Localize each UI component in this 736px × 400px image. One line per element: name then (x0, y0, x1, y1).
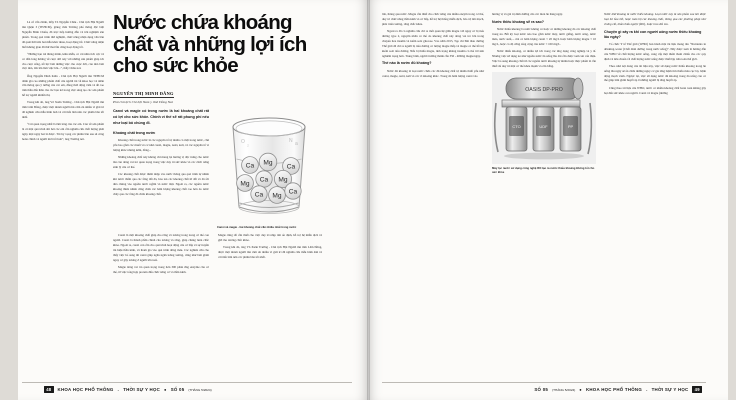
footer-rule-right (382, 382, 706, 383)
paragraph: Nước thiếu khoáng là nước không có hoặc có những khoáng đó các khoáng chất trong nó. Bất kỳ loại nước nào bao gồm nước máy, nước giếng, nước sông, nước mưa, nước suối,... mà có hàm lượng canxi < 20 mg/L hoặc hàm lượng magie < 10 mg/L, hoặc có độ cứng tổng cộng của nước < 100 mg/L. (492, 27, 596, 46)
paragraph: Khoáng chất trong nước là các nguyên tố tự nhiên có mặt trong nước, chủ yếu bao gồm các muối vô cơ như canxi, magie, natri, kali, và các nguyên tố vi lượng khác nhưng kẽm, đồng... (113, 138, 209, 153)
publication-section: THỜI SỰ Y HỌC (123, 387, 161, 393)
svg-text:O: O (241, 139, 245, 146)
section-heading-enough-minerals: Thế nào là nước đủ khoáng? (382, 61, 432, 66)
article-main (113, 12, 323, 364)
bubble-label: Ca (254, 191, 264, 199)
water-filter-illustration (492, 72, 596, 164)
page-number-left: 48 (44, 386, 54, 393)
paragraph: Ông Nguyễn Đình Kiên - Chủ tịch Hội Người mù TP.HCM đánh giá cao những phẩm chất của người trẻ về khoa học và nhân văn thông qua ý tưởng của các em, đồng thời động viên và đề cao tinh thần dấn thân của các bạn trẻ trong việc sáng tạo các sản phẩm hỗ trợ người khiếm thị. (22, 73, 104, 98)
footer-dot-r: ● (579, 387, 582, 393)
paragraph: Magie cũng rất cần thiết cho việc duy trì nhịp tim ổn định, hỗ trợ hệ miễn dịch và giữ cho xương chắc khỏe. (218, 233, 322, 243)
footer-dash-r: - (646, 387, 648, 393)
paragraph: Theo như nội dung của tài liệu này, việc sử dụng nước thiếu khoáng trong ăn uống lâu ngày sẽ ẩn chứa những nguy cơ gia tăng bệnh tim thiếu máu cục bộ, bệnh động mạch vành. Ngược lại, việc sử dụng nước đủ khoáng trong ăn uống còn có thể giúp làm giảm huyết áp ở những người bị tăng huyết áp. (604, 63, 706, 83)
paragraph: “Những bạn trẻ thông minh, kiên nhẫn, có cái nhìn tích cực và có tấm lòng hướng về cuộc đời này với những sản phẩm giúp ích cho cuộc sống, nỗ lực làm những việc cho cuộc đời, còn nhỏ làm việc nhỏ, lớn lên làm việc lớn...”, thầy Châu nói. (22, 51, 104, 71)
paragraph: Các khoáng chất được thêm nhập vào nước thông qua quá trình tự nhiên khi nước thấm qua các tầng đất đá, hòa tan các khoáng chất từ đất và đá rồi đưa chúng vào nguồn nước ngầm và nước mặt. Ngoài ra, các nguồn nước khoáng thiên nhiên cũng chứa các hàm lượng khoáng chất cao hơn do nước chảy qua các tầng đá chứa khoáng chất. (113, 172, 209, 196)
paragraph: Nước khử khoáng là nước thiếu khoáng. Loại nước này là sản phẩm sau khi được loại bỏ hầu hết, hoặc toàn bộ các khoáng chất, thông qua các phương pháp như chưng cất, thẩm thấu ngược (RO), hoặc trao đổi ion. (604, 12, 706, 26)
body-column-2 (113, 233, 209, 277)
svg-text:PP: PP (567, 123, 574, 129)
paragraph: hương vị và giá trị dinh dưỡng của các món ăn hàng ngày. (492, 12, 563, 16)
right-column-3 (604, 12, 706, 364)
figure-caption-glass: Canxi và magie - hai khoáng chất cần nhiều nhất trong nước (217, 226, 297, 230)
publication-name: KHOA HỌC PHỔ THÔNG (57, 387, 114, 393)
footer-right (534, 386, 702, 393)
paragraph: Trong khi đó, ông Võ Xuân Trường - Chủ tịch Hội Người mù tỉnh Lâm Đồng, được một nhóm người mù cảm ơn nhiều vì giải trí đã nghiên cứu mẫu hình ảnh và cải tiến làm nên các phiên bản tốt nhất. (22, 100, 104, 120)
svg-text:a: a (295, 141, 298, 148)
bubble-label: Ca (288, 188, 298, 196)
figure-glass (217, 109, 321, 230)
right-page-edge (728, 0, 736, 400)
svg-text:CTO: CTO (512, 123, 521, 129)
bubble-label: Mg (272, 192, 282, 200)
page-right (368, 0, 736, 400)
article-author: NGUYỄN THỊ MINH ĐẰNG (113, 91, 174, 97)
paragraph: Cũng theo tài liệu của WHO, nước có nhiều khoáng chất hoàn toàn không gây hại đến sức khỏe con người. Canxi và magie (những (604, 85, 706, 95)
paragraph: Nước đủ khoáng là loại nước chứa các đủ khoáng chất tự nhiên thiết yếu như canxi, magie, natri, kali và các vi khoáng khác. Trong đó hàm lượng canxi vào (382, 68, 484, 78)
publication-issue-date-r: (THÁNG 5/2024) (552, 387, 576, 392)
publication-name-r: KHOA HỌC PHỔ THÔNG (585, 387, 643, 393)
bubble-label: Ca (245, 162, 255, 170)
section-heading-long-term: Chuyện gì xảy ra khi con người uống nước thiếu khoáng lâu ngày? (604, 29, 702, 39)
filter-brand-label: OASIS DP-PRO (525, 86, 563, 93)
svg-text:UDF: UDF (539, 123, 548, 129)
figure-water-filter (492, 72, 596, 175)
spread-gutter (367, 0, 370, 400)
svg-text:N: N (289, 138, 293, 145)
section-heading-minerals: Khoáng chất trong nước (113, 131, 156, 136)
bubble-label: Mg (278, 176, 288, 184)
body-column-3 (218, 233, 322, 277)
right-column-1 (382, 12, 484, 364)
article-lead: Canxi và magie có trong nước là hai khoáng chất rất có lợi cho sức khỏe. Chính vì thế sẽ rất phung phí nếu như loại bỏ chúng đi. (113, 109, 209, 126)
section-heading-low-mineral: Nước thiếu khoáng sẽ ra sao? (492, 19, 544, 24)
paragraph: Tổ chức Y tế Thế giới (WHO) ban hành một tài liệu mang tên “Nutrients in drinking-water (Chất dinh dưỡng trong nước uống)”. Đây được xem là hướng dẫn của WHO về chất lượng nước uống, cung cấp một điểm tham chiếu cho các quy định và tiêu chuẩn về chất lượng nước uống được thiết lập trên toàn thế giới. (604, 41, 706, 61)
bubble-label: Mg (263, 159, 273, 167)
paragraph: Magie đóng vai trò quan trọng trong hơn 300 phản ứng enzyme của cơ thể, từ việc tổng hợp protein đến chức năng cơ và thần kinh. (113, 265, 209, 274)
footer-dot: ● (164, 387, 167, 393)
footer-dash: - (117, 387, 120, 393)
left-page-edge (0, 0, 18, 400)
body-column-1 (113, 138, 209, 197)
right-column-2 (492, 12, 596, 364)
paragraph: Canxi là một khoáng chất giúp cho răng và xương trong trong cơ thể con người. Canxi là thành phần chính của xương và răng, giúp chúng luôn chắc khỏe. Ngoài ra, canxi còn cần cho quá trình hoạt động của cơ bắp và sự truyền tín hiệu thần kinh, và tham gia vào quá trình đông máu. Các nghiên cứu cho thấy việc bổ sung đủ canxi giúp ngăn ngừa loãng xương, cũng như làm giảm nguy cơ gãy xương ở người lớn tuổi. (113, 233, 209, 262)
article-headline: Nước chứa khoáng chất và những lợi ích cho sức khỏe (113, 11, 307, 78)
paragraph: “Cái quan trọng nhất là tâm lòng của các em. Còn về sản phẩm là cả một quá trình đòi hỏi các em cần nghiên cứu chất lượng phải ngày một ngày hai là được. Tôi hy vọng các phiên bản sau sẽ công hoàn chỉnh và người mới tốt hơn”, ông Trường nói. (22, 122, 104, 142)
bubble-label: Ca (286, 163, 296, 171)
figure-caption-filter: Máy lọc nước sử dụng công nghệ RO tạo ra nước thiếu khoáng không tốt cho sức khỏe (492, 166, 595, 174)
paragraph: lớn, thông qua nước. Magie cần thiết cho chức năng của nhiều enzym trong cơ thể, duy trì chức năng thần kinh và cơ bắp, hỗ trợ hệ thống miễn dịch, bảo vệ tim mạch, phát triển xương, răng chắc khỏe. (382, 12, 484, 26)
publication-issue-r: SỐ 05 (534, 387, 549, 393)
paragraph: Những khoáng chất này không chỉ mang lại hương vị đặc trưng cho nước mà còn đóng vai trò quan trọng trong việc duy trì sức khỏe và các chức năng sinh lý của cơ thể. (113, 155, 209, 170)
publication-issue: SỐ 05 (170, 387, 185, 393)
publication-issue-date: (THÁNG 5/2024) (188, 387, 212, 392)
bubble-label: Mg (240, 180, 250, 188)
paragraph: Trong khi đó, ông Võ Xuân Trường - Chủ tịch Hội Người mù tỉnh Lâm Đồng, được một nhóm người mù cảm ơn nhiều vì giải trí đã nghiên cứu mẫu hình ảnh và cải tiến làm nên các phiên bản tốt nhất. (218, 245, 322, 260)
article-author-title: Phó chủ tịch Chi hội Nam y tỉnh Đồng Nai (113, 100, 173, 105)
bubble-label: Ca (259, 176, 269, 184)
paragraph: Là cố vấn chính, thầy Tô Nguyễn Châu - Chủ tịch Hội Người mù Quận 3 (TP.HCM), giảng viên Trường phổ thông đặc biệt Nguyễn Đình Chiểu, đã trực tiếp hướng dẫn và trải nghiệm sản phẩm. Trong quá trình thử nghiệm, chức năng nhận dạng văn bản đã quét thử trên hai mẫu khác nhau, hoạt động tốt. Chức năng nhận biết không gian đã thử thai lần cũng hoạt động tốt. (22, 20, 104, 49)
carryover-column (22, 12, 104, 364)
paragraph: Ngoài ra đã có nghiên cứu chỉ ra mối quan hệ giữa magie với nguy cơ bị tiểu đường type 2, nguyên nhân có thể do khoáng chất này đóng vai trò lớn trong chuyển hóa insulin và kiểm soát glucose. Vào năm 2015, Tạp chí Đái tháo đường Thế giới đã chỉ ra người bị tiểu đường có lượng magie thấp và magie có thể hỗ trợ kiểm soát tiểu đường. Nếu bị thiếu magie, tình trạng kháng insulin có thể trở nên nghiêm trọng hơn. Trung bình, người trưởng thành cần 350 - 400mg magie/ngày. (382, 28, 484, 58)
svg-text:₂: ₂ (247, 142, 249, 149)
glass-of-water-illustration (217, 111, 321, 223)
footer-left (44, 386, 212, 393)
footer-rule-left (22, 382, 352, 383)
publication-section-r: THỜI SỰ Y HỌC (651, 387, 689, 393)
paragraph: Nước thiếu khoáng, có nhiều lợi ích trong các ứng dụng công nghiệp và y tế. Nhưng việc sử dụng nó như nguồn nước ăn uống lâu dài cần được xem xét cẩn thận. Việc bổ sung khoáng chất từ các nguồn nước khoáng tự nhiên hoặc thực phẩm là cần thiết để duy trì một cơ thể khỏe mạnh và cân bằng. (492, 49, 596, 68)
page-number-right: 49 (692, 386, 702, 393)
